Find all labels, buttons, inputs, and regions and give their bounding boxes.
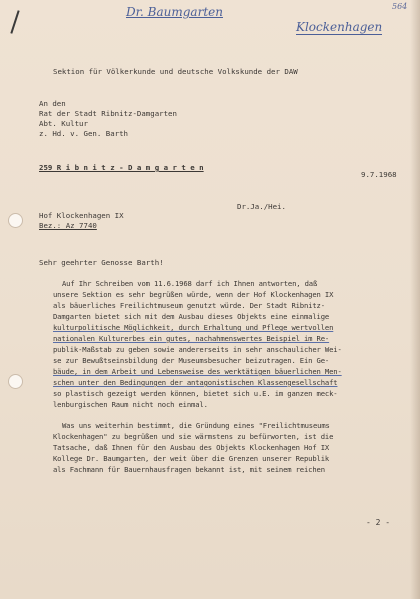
handwritten-name: Dr. Baumgarten — [126, 5, 223, 19]
page-continuation: - 2 - — [366, 518, 391, 527]
letter-date: 9.7.1968 — [361, 170, 397, 179]
paragraph1-line: se zur Bewußtseinsbildung der Museumsbesucher beizutragen. Ein Ge- — [53, 356, 330, 365]
paragraph1-line: nationalen Kulturerbes ein gutes, nachahmenswertes Beispiel im Re- — [53, 334, 330, 343]
paragraph1-line: bäude, in dem Arbeit und Lebensweise des werktätigen bäuerlichen Men- — [53, 367, 342, 376]
reference-initials: Dr.Ja./Hei. — [237, 202, 286, 211]
paragraph1-line: Damgarten bietet sich mit dem Ausbau dieses Objekts eine einmalige — [53, 312, 330, 321]
postal-code-city: 259 R i b n i t z - D a m g a r t e n — [39, 163, 204, 172]
paragraph1-line: Auf Ihr Schreiben vom 11.6.1968 darf ich Ihnen antworten, daß — [62, 279, 318, 288]
punch-hole-lower — [8, 374, 23, 389]
reference-number: Bez.: Az 7740 — [39, 221, 97, 230]
paragraph2-line: Tatsache, daß Ihnen für den Ausbau des Objekts Klockenhagen Hof IX — [53, 443, 330, 452]
paragraph1-line: als bäuerliches Freilichtmuseum genutzt würde. Der Stadt Ribnitz- — [53, 301, 325, 310]
recipient-line-4: z. Hd. v. Gen. Barth — [39, 129, 128, 138]
recipient-line-2: Rat der Stadt Ribnitz-Damgarten — [39, 109, 177, 118]
handwritten-page-number: 564 — [392, 2, 408, 11]
pen-mark — [10, 10, 19, 33]
paragraph1-line: lenburgischen Raum nicht noch einmal. — [53, 400, 208, 409]
salutation: Sehr geehrter Genosse Barth! — [39, 258, 164, 267]
paragraph1-line: unsere Sektion es sehr begrüßen würde, wenn der Hof Klockenhagen IX — [53, 290, 334, 299]
handwritten-place-name: Klockenhagen — [296, 20, 383, 34]
paragraph1-line: kulturpolitische Möglichkeit, durch Erhaltung und Pflege wertvollen — [53, 323, 334, 332]
paragraph1-line: schen unter den Bedingungen der antagonistischen Klassengesellschaft — [53, 378, 338, 387]
paragraph2-line: als Fachmann für Bauernhausfragen bekannt ist, mit seinem reichen — [53, 465, 325, 474]
letterhead-organization: Sektion für Völkerkunde und deutsche Volkskunde der DAW — [53, 67, 298, 76]
paragraph2-line: Klockenhagen" zu begrüßen und sie wärmstens zu befürworten, ist die — [53, 432, 334, 441]
recipient-line-3: Abt. Kultur — [39, 119, 88, 128]
paragraph1-line: so plastisch gezeigt werden können, bietet sich u.E. im ganzen meck- — [53, 389, 338, 398]
page-edge-shadow — [410, 0, 420, 599]
paragraph2-line: Was uns weiterhin bestimmt, die Gründung eines "Freilichtmuseums — [62, 421, 330, 430]
paragraph2-line: Kollege Dr. Baumgarten, der weit über die Grenzen unserer Republik — [53, 454, 330, 463]
paragraph1-line: publik-Maßstab zu geben sowie andererseits in sehr anschaulicher Wei- — [53, 345, 342, 354]
recipient-line-1: An den — [39, 99, 66, 108]
subject-line: Hof Klockenhagen IX — [39, 211, 124, 220]
punch-hole-upper — [8, 213, 23, 228]
